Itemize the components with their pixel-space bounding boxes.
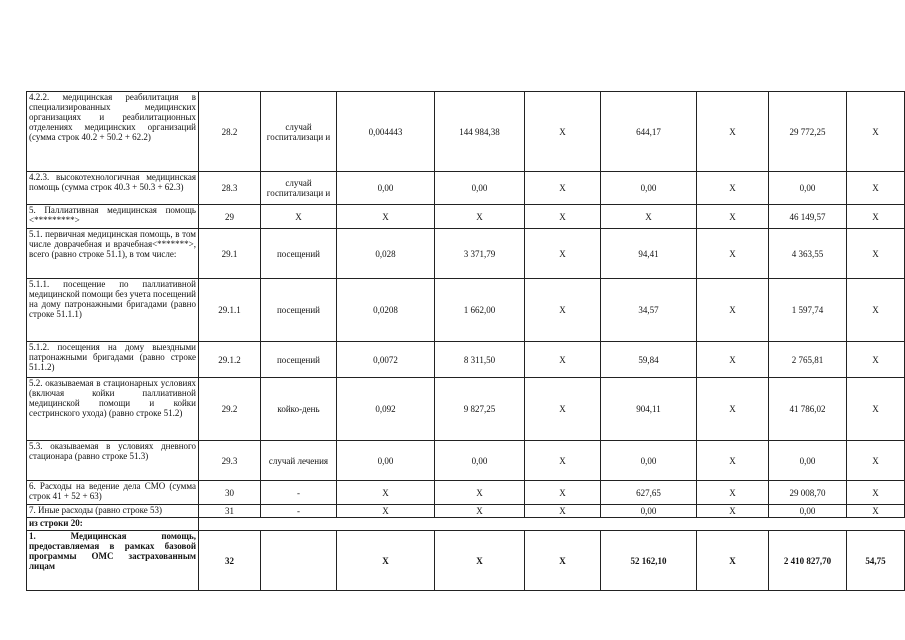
cell-c3: X [525, 205, 601, 229]
section-label-spacer [199, 518, 905, 531]
cell-c7: X [847, 441, 905, 481]
cell-c1: X [337, 205, 435, 229]
cell-c3: X [525, 172, 601, 205]
cell-c5: X [697, 205, 769, 229]
table-row [27, 205, 905, 229]
cell-c6: 0,00 [769, 172, 847, 205]
cell-c3: X [525, 378, 601, 441]
cell-c1: 0,0072 [337, 342, 435, 378]
cell-num: 30 [199, 481, 261, 505]
cell-name: 5. Паллиативная медицинская помощь <*********> [27, 205, 199, 229]
cell-num: 32 [199, 531, 261, 591]
cell-num: 29.3 [199, 441, 261, 481]
cell-unit: посещений [261, 279, 337, 342]
cell-c2: X [435, 205, 525, 229]
cell-c5: X [697, 172, 769, 205]
table-row [27, 229, 905, 279]
cell-c3: X [525, 481, 601, 505]
cell-c4: 59,84 [601, 342, 697, 378]
cell-c5: X [697, 342, 769, 378]
table-row [27, 531, 905, 591]
cell-c3: X [525, 92, 601, 172]
cell-c1: 0,028 [337, 229, 435, 279]
cell-unit: X [261, 205, 337, 229]
cell-c5: X [697, 378, 769, 441]
cell-c6: 2 410 827,70 [769, 531, 847, 591]
cell-c4: 34,57 [601, 279, 697, 342]
cell-c3: X [525, 505, 601, 518]
cell-c3: X [525, 531, 601, 591]
cell-c2: 0,00 [435, 172, 525, 205]
cell-name: 6. Расходы на ведение дела СМО (сумма строк 41 + 52 + 63) [27, 481, 199, 505]
cell-c2: 0,00 [435, 441, 525, 481]
cell-c2: X [435, 531, 525, 591]
cell-c2: 144 984,38 [435, 92, 525, 172]
cell-c1: 0,092 [337, 378, 435, 441]
cell-name: 4.2.3. высокотехнологичная медицинская помощь (сумма строк 40.3 + 50.3 + 62.3) [27, 172, 199, 205]
cell-c2: 9 827,25 [435, 378, 525, 441]
cell-unit: случай госпитализаци и [261, 92, 337, 172]
cell-c5: X [697, 279, 769, 342]
cell-c7: X [847, 342, 905, 378]
cell-c4: X [601, 205, 697, 229]
cell-c3: X [525, 229, 601, 279]
cell-c4: 94,41 [601, 229, 697, 279]
table-body [27, 92, 905, 591]
cell-c4: 0,00 [601, 505, 697, 518]
cell-c5: X [697, 505, 769, 518]
cell-c1: X [337, 481, 435, 505]
cell-c4: 644,17 [601, 92, 697, 172]
cell-c6: 1 597,74 [769, 279, 847, 342]
cell-unit: случай госпитализаци и [261, 172, 337, 205]
cell-unit: случай лечения [261, 441, 337, 481]
cell-c4: 627,65 [601, 481, 697, 505]
table-row-section-label [27, 518, 905, 531]
cell-c6: 29 772,25 [769, 92, 847, 172]
section-label: из строки 20: [27, 518, 199, 531]
cell-name: 5.3. оказываемая в условиях дневного стационара (равно строке 51.3) [27, 441, 199, 481]
cell-c2: X [435, 481, 525, 505]
cell-c7: X [847, 505, 905, 518]
cell-name: 5.1.2. посещения на дому выездными патронажными бригадами (равно строке 51.1.2) [27, 342, 199, 378]
cell-c6: 46 149,57 [769, 205, 847, 229]
cell-num: 29.2 [199, 378, 261, 441]
cell-c2: 3 371,79 [435, 229, 525, 279]
cell-c3: X [525, 342, 601, 378]
cell-num: 29.1.1 [199, 279, 261, 342]
cell-c1: 0,0208 [337, 279, 435, 342]
table-row [27, 92, 905, 172]
cell-c4: 52 162,10 [601, 531, 697, 591]
cell-c7: X [847, 378, 905, 441]
cell-c7: X [847, 279, 905, 342]
cell-num: 29.1 [199, 229, 261, 279]
cell-c1: 0,004443 [337, 92, 435, 172]
table-row [27, 172, 905, 205]
cell-c2: 1 662,00 [435, 279, 525, 342]
cell-c7: 54,75 [847, 531, 905, 591]
data-table [26, 91, 905, 591]
cell-unit: - [261, 505, 337, 518]
cell-c6: 41 786,02 [769, 378, 847, 441]
cell-c3: X [525, 441, 601, 481]
cell-c7: X [847, 172, 905, 205]
table-row [27, 378, 905, 441]
cell-c5: X [697, 531, 769, 591]
cell-c4: 0,00 [601, 441, 697, 481]
cell-unit: койко-день [261, 378, 337, 441]
cell-c1: 0,00 [337, 172, 435, 205]
cell-c6: 2 765,81 [769, 342, 847, 378]
cell-name: 5.1.1. посещение по паллиативной медицинской помощи без учета посещений на дому патронажными бригадами (равно строке 51.1.1) [27, 279, 199, 342]
cell-unit: посещений [261, 229, 337, 279]
cell-c7: X [847, 92, 905, 172]
cell-name: 5.2. оказываемая в стационарных условиях (включая койки паллиативной медицинской помощи и койки сестринского ухода) (равно строке 51.2) [27, 378, 199, 441]
cell-c6: 0,00 [769, 505, 847, 518]
cell-c2: 8 311,50 [435, 342, 525, 378]
cell-num: 29.1.2 [199, 342, 261, 378]
cell-num: 31 [199, 505, 261, 518]
cell-c2: X [435, 505, 525, 518]
cell-name: 5.1. первичная медицинская помощь, в том числе доврачебная и врачебная<*******>, всего (равно строке 51.1), в том числе: [27, 229, 199, 279]
cell-c6: 0,00 [769, 441, 847, 481]
cell-name: 7. Иные расходы (равно строке 53) [27, 505, 199, 518]
cell-c7: X [847, 229, 905, 279]
cell-c5: X [697, 229, 769, 279]
cell-c6: 4 363,55 [769, 229, 847, 279]
cell-c3: X [525, 279, 601, 342]
cell-name: 1. Медицинская помощь, предоставляемая в рамках базовой программы ОМС застрахованным лицам [27, 531, 199, 591]
cell-num: 28.3 [199, 172, 261, 205]
cell-c7: X [847, 205, 905, 229]
cell-name: 4.2.2. медицинская реабилитация в специализированных медицинских организациях и реабилитационных отделениях медицинских организаций (сумма строк 40.2 + 50.2 + 62.2) [27, 92, 199, 172]
table-row [27, 481, 905, 505]
cell-c1: 0,00 [337, 441, 435, 481]
cell-unit: - [261, 481, 337, 505]
cell-c6: 29 008,70 [769, 481, 847, 505]
table-row [27, 279, 905, 342]
cell-unit [261, 531, 337, 591]
cell-c4: 904,11 [601, 378, 697, 441]
table-row [27, 441, 905, 481]
cell-c5: X [697, 481, 769, 505]
cell-c5: X [697, 92, 769, 172]
cell-c4: 0,00 [601, 172, 697, 205]
cell-c7: X [847, 481, 905, 505]
cell-num: 28.2 [199, 92, 261, 172]
table-row [27, 342, 905, 378]
table-row [27, 505, 905, 518]
cell-c1: X [337, 505, 435, 518]
cell-num: 29 [199, 205, 261, 229]
cell-unit: посещений [261, 342, 337, 378]
cell-c1: X [337, 531, 435, 591]
cell-c5: X [697, 441, 769, 481]
